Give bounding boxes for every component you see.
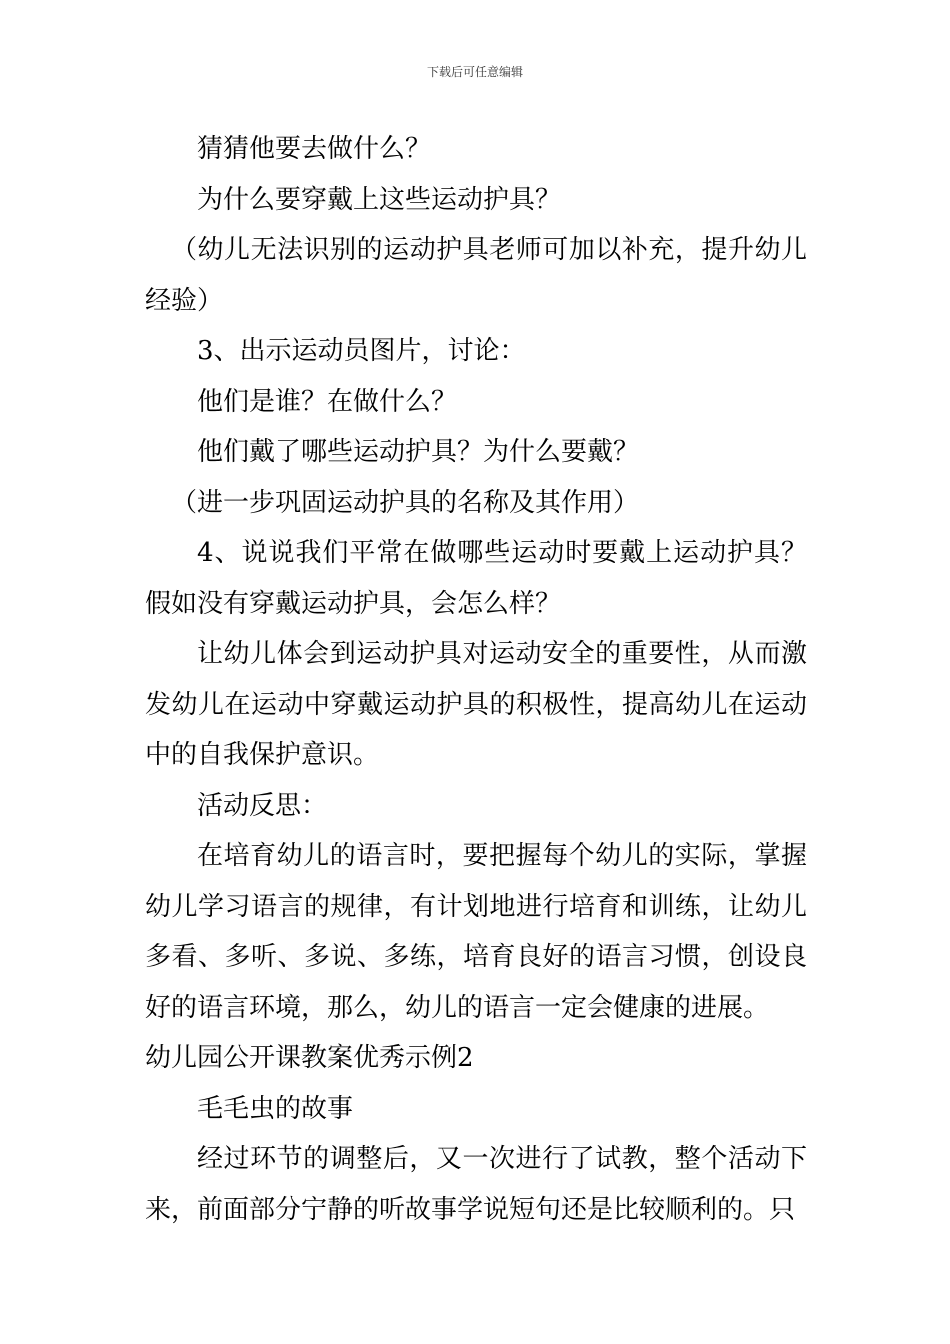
paragraph: 经过环节的调整后，又一次进行了试教，整个活动下来，前面部分宁静的听故事学说短句还是比较顺利的。只 [145, 1144, 807, 1225]
document-body [145, 124, 807, 1235]
header-note: 下载后可任意编辑 [426, 65, 523, 79]
paragraph: 3、出示运动员图片，讨论： [197, 336, 526, 366]
paragraph: 他们戴了哪些运动护具？为什么要戴？ [197, 437, 640, 467]
paragraph: 在培育幼儿的语言时，要把握每个幼儿的实际，掌握幼儿学习语言的规律，有计划地进行培育和训练，让幼儿多看、多听、多说、多练，培育良好的语言习惯，创设良好的语言环境，那么，幼儿的语言一定会健康的进展。 [145, 841, 807, 1023]
paragraph: 毛毛虫的故事 [197, 1093, 354, 1124]
paragraph: 活动反思： [197, 790, 328, 821]
paragraph: 为什么要穿戴上这些运动护具？ [197, 184, 562, 215]
paragraph: 猜猜他要去做什么？ [197, 134, 432, 164]
paragraph: 让幼儿体会到运动护具对运动安全的重要性，从而激发幼儿在运动中穿戴运动护具的积极性，提高幼儿在运动中的自我保护意识。 [145, 639, 807, 770]
paragraph: 他们是谁？在做什么？ [197, 386, 458, 417]
paragraph: （进一步巩固运动护具的名称及其作用） [171, 487, 640, 518]
paragraph: （幼儿无法识别的运动护具老师可加以补充，提升幼儿经验） [145, 235, 807, 316]
section-heading: 幼儿园公开课教案优秀示例2 [145, 1043, 474, 1073]
paragraph: 4、说说我们平常在做哪些运动时要戴上运动护具？假如没有穿戴运动护具，会怎么样？ [145, 538, 807, 619]
